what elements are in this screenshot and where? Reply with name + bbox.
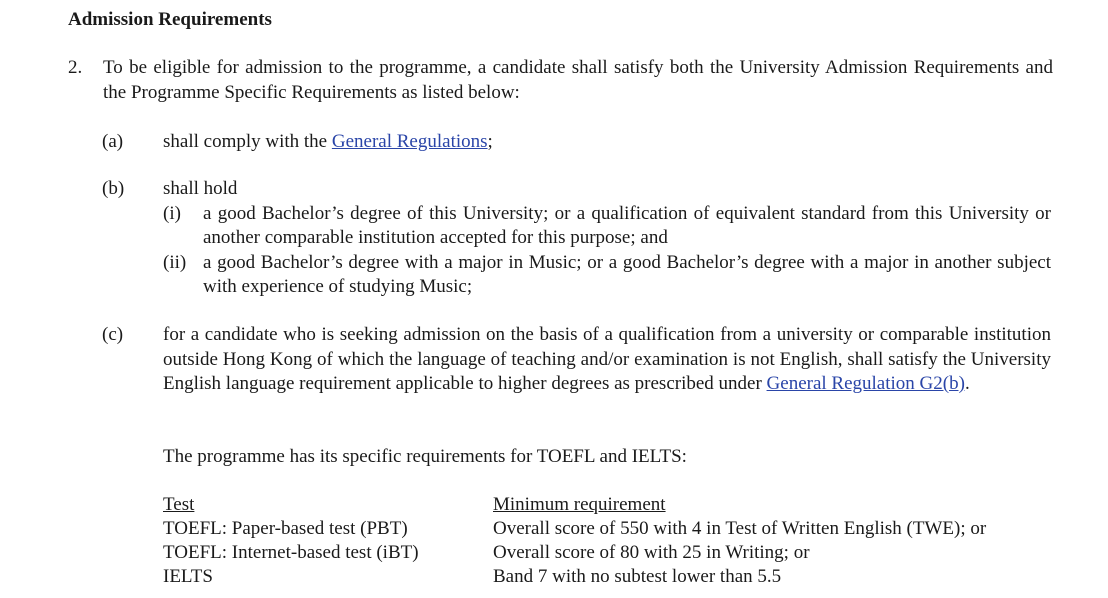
table-cell: Overall score of 550 with 4 in Test of Written English (TWE); or <box>493 518 987 539</box>
item-b-sub-ii <box>163 251 1051 300</box>
table-cell: Overall score of 80 with 25 in Writing; or <box>493 542 810 563</box>
item-c-suffix: . <box>964 373 970 394</box>
clause-2 <box>68 56 1053 105</box>
sub-text-ii: a good Bachelor’s degree with a major in Music; or a good Bachelor’s degree with a major in another subject with experience of studying Music; <box>203 251 1051 297</box>
item-c-text: for a candidate who is seeking admission on the basis of a qualification from a university or comparable institution outside Hong Kong of which the language of teaching and/or examination is not English, shall satisfy the University English language requirement applicable to higher degrees as prescribed under <box>163 324 1051 394</box>
table-cell: Band 7 with no subtest lower than 5.5 <box>493 566 782 587</box>
item-b-body <box>163 177 1051 300</box>
item-a-prefix: shall comply with the <box>163 131 332 152</box>
table-header-test: Test <box>163 494 195 515</box>
item-b-label: (b) <box>102 178 125 199</box>
table-cell: IELTS <box>163 566 213 587</box>
requirements-intro: The programme has its specific requirements for TOEFL and IELTS: <box>163 446 687 467</box>
item-a-body <box>163 130 1051 155</box>
item-a-suffix: ; <box>487 131 493 152</box>
clause-text: To be eligible for admission to the programme, a candidate shall satisfy both the University Admission Requirements and the Programme Specific Requirements as listed below: <box>103 57 1053 103</box>
clause-number: 2. <box>68 57 83 78</box>
table-cell: TOEFL: Paper-based test (PBT) <box>163 518 408 539</box>
section-heading: Admission Requirements <box>68 9 272 30</box>
sub-text-i: a good Bachelor’s degree of this University; or a qualification of equivalent standard from this University or another comparable institution accepted for this purpose; and <box>203 202 1051 248</box>
sub-label-ii: (ii) <box>163 251 187 273</box>
table-header-minimum: Minimum requirement <box>493 494 666 515</box>
item-a-label: (a) <box>102 131 124 152</box>
item-c-body <box>163 323 1051 397</box>
general-regulations-link[interactable]: General Regulations <box>331 131 488 152</box>
general-regulation-g2b-link[interactable]: General Regulation G2(b) <box>766 373 965 394</box>
item-b-lead: shall hold <box>163 178 238 199</box>
item-c-label: (c) <box>102 324 124 345</box>
item-b-sub-i <box>163 202 1051 251</box>
table-cell: TOEFL: Internet-based test (iBT) <box>163 542 419 563</box>
sub-label-i: (i) <box>163 202 181 224</box>
